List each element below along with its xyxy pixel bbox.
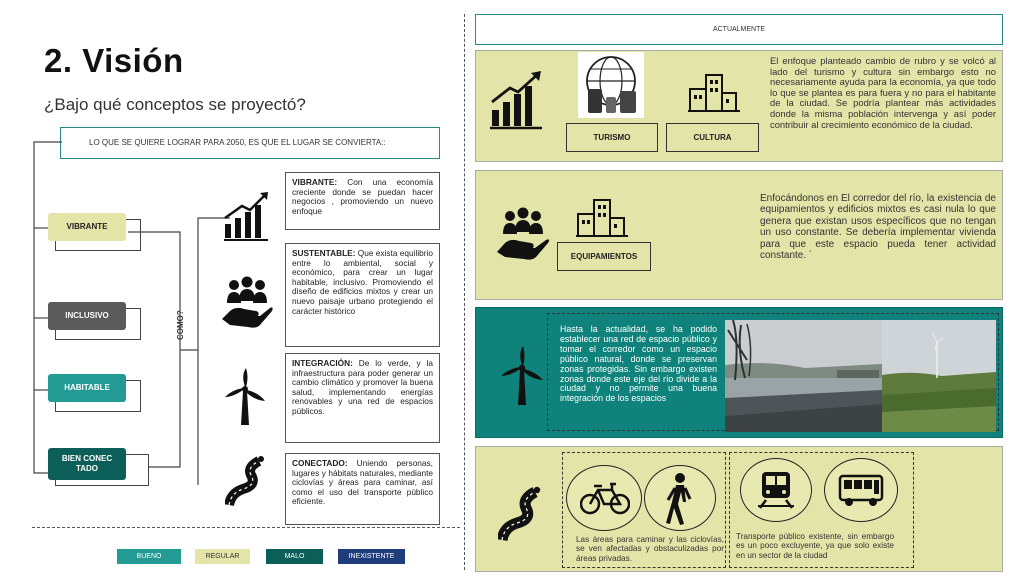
concept-label: HABITABLE [64,383,110,392]
desc-text: Uniendo personas, lugares y hábitats naturales, mediante ciclovías y áreas para caminar, así como el uso del transporte público eficiente. [292,458,433,507]
concept-label: INCLUSIVO [65,311,109,320]
desc-text: De lo verde, y la infraestructura para poder generar un cambio climático y promover la buena salud, implementando energías renovables y una red de espacios públicos. [292,358,433,416]
transit-text: Transporte público existente, sin embargo es un poco excluyente, ya que solo existe en un sector de la ciudad [736,532,894,560]
desc-term: CONECTADO: [292,458,348,468]
concept-inclusivo [48,302,126,330]
desc-text: Que exista equilibrio entre lo ambiental, social y económico, para crear un lugar habitable, inclusivo. Promoviendo el diseño de edificios mixtos y crear un nuevo paisaje urbano protegiendo el carácter histórico [292,248,433,316]
green-field-photo [882,320,996,432]
concept-label: VIBRANTE [66,222,108,231]
bicycle-icon [580,480,630,516]
buildings-icon [576,198,628,238]
desc-term: SUSTENTABLE: [292,248,356,258]
bus-icon [838,472,886,508]
page-title: 2. Visión [44,42,184,79]
goal-statement: LO QUE SE QUIERE LOGRAR PARA 2050, ES QUE EL LUGAR SE CONVIERTA:: [60,127,440,159]
winding-road-icon [225,455,269,507]
vertical-divider [464,14,465,570]
pedestrian-icon [664,472,696,526]
community-hand-icon [494,206,552,264]
panel-economia-text: El enfoque planteado cambio de rubro y se volcó al lado del turismo y cultura sin embargo esto no necesariamente ayuda para la economía, ya que todo lo que se plantea es para fuera y no para el habitante de la ciudad. Se podría plantear más actividades donde la misma población intervenga y así poder contribuir al crecimiento económico de la ciudad. [770,55,996,130]
buildings-icon [688,73,740,113]
travel-globe-icon [580,53,642,117]
page-subtitle: ¿Bajo qué conceptos se proyectó? [44,95,306,114]
tag-cultura: CULTURA [666,123,759,152]
desc-integracion [285,353,440,443]
como-label: COMO? [176,310,185,340]
legend-malo: MALO [266,549,323,564]
concept-vibrante [48,213,126,241]
community-hand-icon [220,275,274,333]
walk-bike-text: Las áreas para caminar y las ciclovías, se ven afectadas y obstaculizadas por áreas privadas. [576,535,724,563]
concept-bien-conectado [48,448,126,480]
growth-chart-icon [222,190,272,242]
tag-turismo: TURISMO [566,123,658,152]
desc-conectado [285,453,440,525]
legend-bueno: BUENO [117,549,181,564]
train-icon [758,470,794,510]
tag-equipamientos: EQUIPAMIENTOS [557,242,651,271]
winding-road-icon [498,486,546,542]
desc-term: VIBRANTE: [292,177,338,187]
panel-espacio-publico-text: Hasta la actualidad, se ha podido establecer una red de espacio público y tomar el corredor como un espacio público natural, donde se preservan zonas protegidas. Sin embargo existen zonas donde este eje del río divide a la ciudad y no permite una buena integración de los espacios [560,324,717,404]
desc-term: INTEGRACIÓN: [292,358,353,368]
desc-text: Con una economía creciente donde se puedan hacer negocios , promoviendo un nuevo enfoque [292,177,433,216]
actualmente-header: ACTUALMENTE [475,14,1003,45]
legend-inexistente: INEXISTENTE [338,549,405,564]
desc-sustentable [285,243,440,347]
wind-turbine-icon [222,367,268,427]
concept-label: BIEN CONECTADO [61,454,113,473]
concept-habitable [48,374,126,402]
desc-vibrante [285,172,440,230]
wind-turbine-icon [498,345,546,407]
panel-equipamientos-text: Enfocándonos en El corredor del río, la existencia de equipamientos y edificios mixtos es casi nula lo que genera que existan usos específicos que no tengan un uso constante. Se debería implementar vivienda para que este espacio pueda tener actividad constante. ´ [760,193,996,262]
section-divider [32,527,460,528]
river-photo [725,320,882,432]
legend-regular: REGULAR [195,549,250,564]
growth-chart-icon [488,70,546,130]
